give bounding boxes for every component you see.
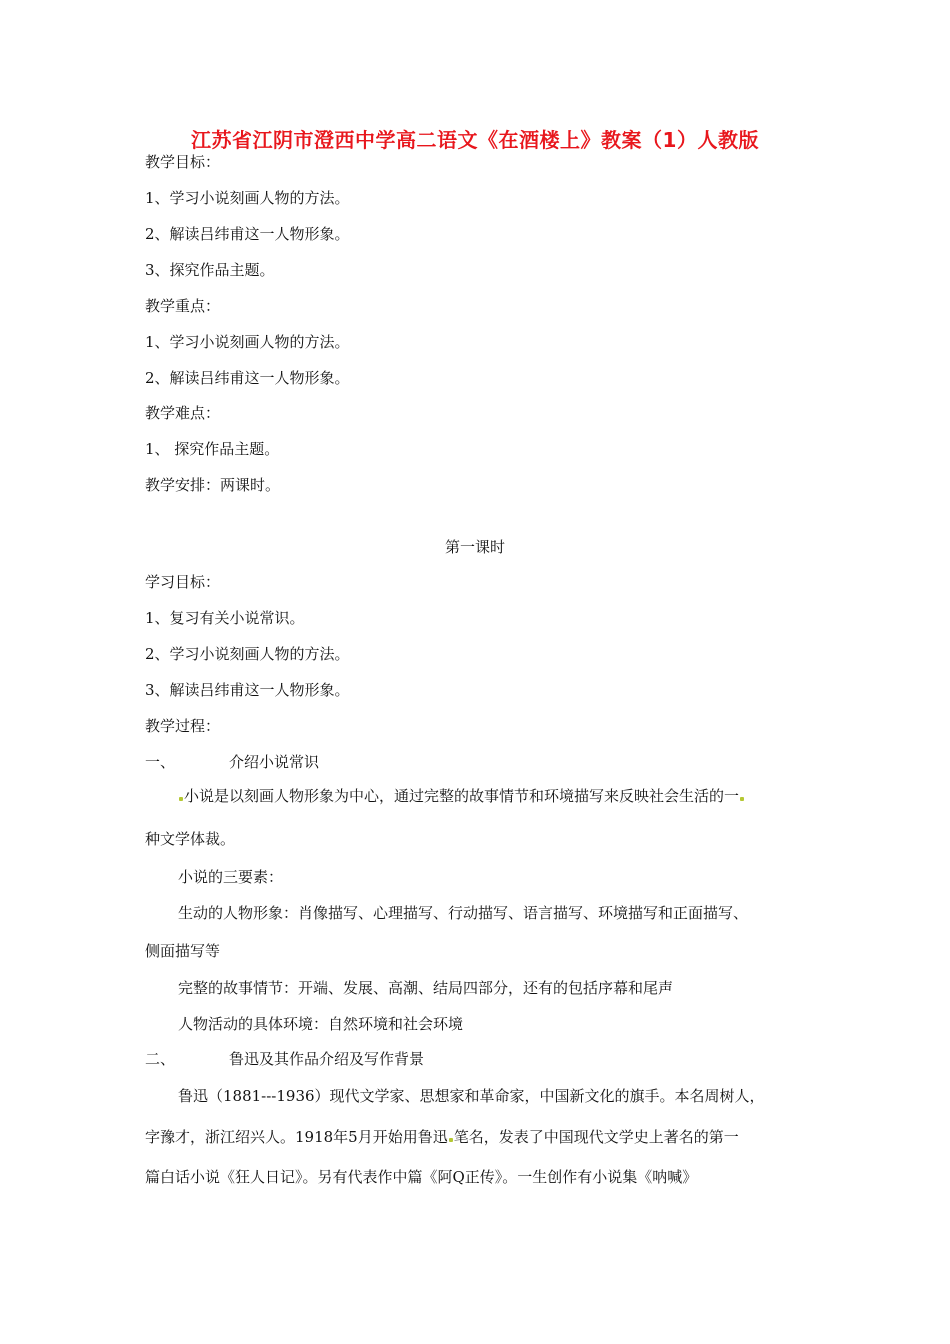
difficulty-item: 1、 探究作品主题。 [145,440,280,458]
luxun-paragraph-line: 字豫才，浙江绍兴人。1918年5月开始用鲁迅 笔名，发表了中国现代文学史上著名的第一 [145,1128,739,1146]
study-goal-item: 2、学习小说刻画人物的方法。 [145,645,350,663]
element-plot: 完整的故事情节：开端、发展、高潮、结局四部分，还有的包括序幕和尾声 [178,979,674,997]
element-setting: 人物活动的具体环境：自然环境和社会环境 [178,1015,464,1033]
element-character: 生动的人物形象：肖像描写、心理描写、行动描写、语言描写、环境描写和正面描写、 [178,904,749,922]
goal-item: 2、解读吕纬甫这一人物形象。 [145,225,350,243]
goal-item: 3、探究作品主题。 [145,261,275,279]
section-number: 二、 [145,1050,176,1068]
three-elements-label: 小说的三要素： [178,868,284,886]
difficulty-label: 教学难点： [145,404,221,422]
luxun-paragraph-line: 鲁迅（1881---1936）现代文学家、思想家和革命家，中国新文化的旗手。本名周树人， [178,1087,765,1105]
section-title: 介绍小说常识 [229,753,320,771]
section-heading-2 [145,1049,424,1069]
edit-mark-icon [449,1138,453,1142]
section-number: 一、 [145,753,176,771]
schedule-text: 教学安排：两课时。 [145,476,281,494]
key-point-item: 1、学习小说刻画人物的方法。 [145,333,350,351]
novel-definition-line: 小说是以刻画人物形象为中心，通过完整的故事情节和环境描写来反映社会生活的一 [178,786,745,806]
lesson-heading: 第一课时 [444,538,505,556]
study-goal-item: 1、复习有关小说常识。 [145,609,305,627]
process-label: 教学过程： [145,717,221,735]
luxun-paragraph-line: 篇白话小说《狂人日记》。另有代表作中篇《阿Q正传》。一生创作有小说集《呐喊》 [145,1168,698,1186]
edit-mark-icon [740,797,744,801]
key-point-item: 2、解读吕纬甫这一人物形象。 [145,369,350,387]
goal-item: 1、学习小说刻画人物的方法。 [145,189,350,207]
study-goals-label: 学习目标： [145,573,221,591]
goals-label: 教学目标： [145,153,221,171]
section-heading-1 [145,752,319,772]
document-title: 江苏省江阴市澄西中学高二语文《在酒楼上》教案（1）人教版 [191,128,759,152]
element-character-cont: 侧面描写等 [145,942,221,960]
edit-mark-icon [179,797,183,801]
section-title: 鲁迅及其作品介绍及写作背景 [229,1050,425,1068]
novel-definition-line: 种文学体裁。 [145,830,236,848]
study-goal-item: 3、解读吕纬甫这一人物形象。 [145,681,350,699]
key-points-label: 教学重点： [145,297,221,315]
